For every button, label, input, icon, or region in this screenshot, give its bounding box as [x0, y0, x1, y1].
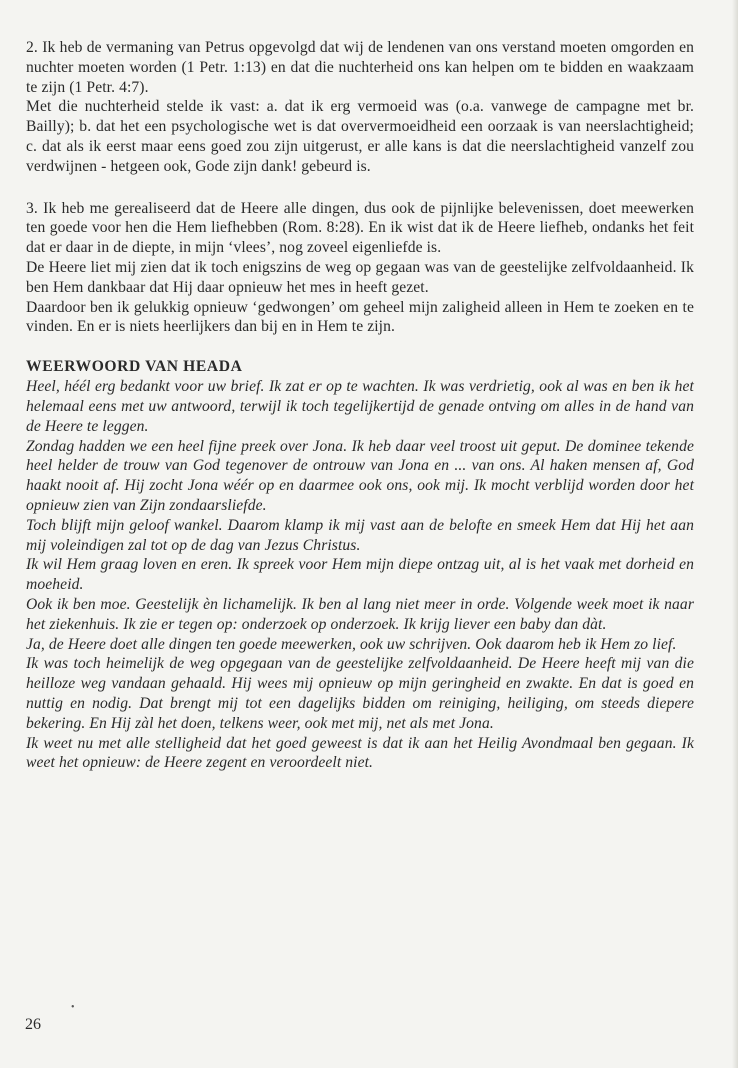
scan-edge [732, 0, 738, 1068]
section-3-paragraph-2: De Heere liet mij zien dat ik toch enigszins de weg op gegaan was van de geestelijke zelfvoldaanheid. Ik ben Hem dankbaar dat Hij daar opnieuw het mes in heeft gezet. [26, 258, 694, 296]
reply-heading: WEERWOORD VAN HEADA [26, 358, 243, 376]
reply-paragraph: Ook ik ben moe. Geestelijk èn lichamelijk. Ik ben al lang niet meer in orde. Volgende week moet ik naar het ziekenhuis. Ik zie er tegen op: onderzoek op onderzoek. Ik krijg liever een baby dan dàt. [26, 595, 694, 633]
stray-mark: • [71, 1002, 75, 1013]
page-content [26, 38, 694, 773]
section-2-paragraph-2: Met die nuchterheid stelde ik vast: a. dat ik erg vermoeid was (o.a. vanwege de campagne met br. Bailly); b. dat het een psychologische wet is dat oververmoeidheid een oorzaak is van neerslachtigheid; c. dat als ik eerst maar eens goed zou zijn uitgerust, er alle kans is dat die neerslachtigheid vanzelf zou verdwijnen - hetgeen ook, Gode zijn dank! gebeurd is. [26, 98, 694, 175]
reply-paragraph: Zondag hadden we een heel fijne preek over Jona. Ik heb daar veel troost uit geput. De dominee tekende heel helder de trouw van God tegenover de ontrouw van Jona en ... van ons. Al haken mensen af, God haakt nooit af. Hij zocht Jona wéér op en daarmee ook ons, ook mij. Ik mocht verblijd worden door het opnieuw zien van Zijn zondaarsliefde. [26, 437, 694, 514]
page-number: 26 [25, 1016, 41, 1033]
reply-body [26, 377, 694, 773]
section-3-paragraph-3: Daardoor ben ik gelukkig opnieuw ‘gedwongen’ om geheel mijn zaligheid alleen in Hem te zoeken en te vinden. En er is niets heerlijkers dan bij en in Hem te zijn. [26, 298, 694, 336]
reply-paragraph: Heel, héél erg bedankt voor uw brief. Ik zat er op te wachten. Ik was verdrietig, ook al was en ben ik het helemaal eens met uw antwoord, terwijl ik toch tegelijkertijd de genade ontving om alles in de hand van de Heere te leggen. [26, 378, 694, 435]
reply-paragraph: Ik wil Hem graag loven en eren. Ik spreek voor Hem mijn diepe ontzag uit, al is het vaak met dorheid en moeheid. [26, 556, 694, 594]
spacer [26, 337, 694, 357]
section-2-paragraph-1: 2. Ik heb de vermaning van Petrus opgevolgd dat wij de lendenen van ons verstand moeten omgorden en nuchter moeten worden (1 Petr. 1:13) en dat die nuchterheid ons kan helpen om te bidden en waakzaam te zijn (1 Petr. 4:7). [26, 39, 694, 96]
spacer [26, 177, 694, 199]
reply-paragraph: Ik was toch heimelijk de weg opgegaan van de geestelijke zelfvoldaanheid. De Heere heeft mij van die heilloze weg vandaan gehaald. Hij wees mij opnieuw op mijn geringheid en zwakte. En dat is goed en nuttig en nodig. Dat brengt mij tot een dagelijks bidden om reiniging, heiliging, om steeds diepere bekering. En Hij zàl het doen, telkens weer, ook met mij, net als met Jona. [26, 655, 694, 732]
reply-paragraph: Toch blijft mijn geloof wankel. Daarom klamp ik mij vast aan de belofte en smeek Hem dat Hij het aan mij voleindigen zal tot op de dag van Jezus Christus. [26, 516, 694, 554]
reply-paragraph: Ja, de Heere doet alle dingen ten goede meewerken, ook uw schrijven. Ook daarom heb ik Hem zo lief. [26, 635, 677, 653]
section-3-paragraph-1: 3. Ik heb me gerealiseerd dat de Heere alle dingen, dus ook de pijnlijke belevenissen, doet meewerken ten goede voor hen die Hem liefhebben (Rom. 8:28). En ik wist dat ik de Heere liefheb, ondanks het feit dat er daar in de diepte, in mijn ‘vlees’, nog zoveel eigenliefde is. [26, 199, 694, 257]
reply-paragraph: Ik weet nu met alle stelligheid dat het goed geweest is dat ik aan het Heilig Avondmaal ben gegaan. Ik weet het opnieuw: de Heere zegent en veroordeelt niet. [26, 734, 694, 772]
